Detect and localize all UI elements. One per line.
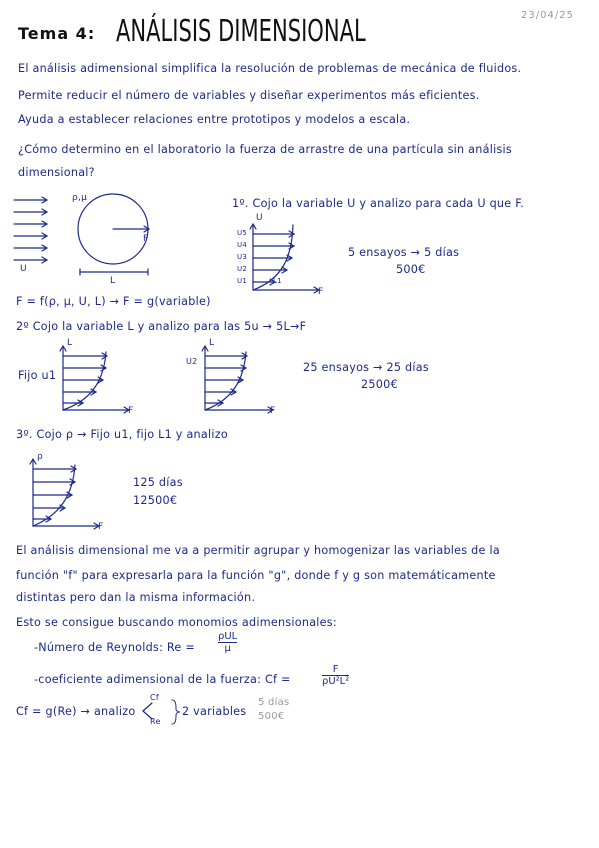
- final-days: 5 días: [258, 697, 290, 708]
- graph1-axis-x: F: [318, 287, 324, 297]
- u3-label: U3: [237, 253, 248, 261]
- trials-2: 25 ensayos → 25 días: [303, 361, 429, 374]
- reynolds-denominator: μ: [218, 642, 237, 654]
- graph3-axis-x: F: [98, 522, 104, 532]
- fix-u1-label: Fijo u1: [18, 369, 57, 382]
- days-3: 125 días: [133, 476, 183, 489]
- final-equation: Cf = g(Re) → analizo: [16, 705, 136, 718]
- branch-top-label: Cf: [150, 693, 159, 702]
- u1-label: U1: [237, 277, 248, 285]
- step1-text: 1º. Cojo la variable U y analizo para cada U que F.: [232, 197, 524, 210]
- sphere-force-label: F: [143, 234, 149, 244]
- drag-denominator: ρU²L²: [322, 676, 350, 687]
- branch-bottom-label: Re: [150, 717, 161, 726]
- reynolds-numerator: ρUL: [218, 631, 238, 642]
- cost-1: 500€: [396, 263, 426, 276]
- monomios-intro: Esto se consigue buscando monomios adimensionales:: [16, 616, 337, 629]
- drag-fraction: [322, 664, 349, 687]
- graph1-axis-y: U: [256, 213, 263, 223]
- curve-label-l1: L1: [273, 277, 282, 285]
- flow-velocity-label: U: [20, 264, 27, 274]
- sphere-props-label: ρ,μ: [72, 193, 88, 203]
- graph2a-axis-y: L: [67, 338, 73, 348]
- title-prefix: Tema 4:: [18, 24, 96, 43]
- final-cost: 500€: [258, 711, 285, 722]
- u5-label: U5: [237, 229, 248, 237]
- u2-fixed-label: U2: [186, 357, 198, 366]
- intro-line-1: El análisis adimensional simplifica la resolución de problemas de mecánica de fluidos.: [18, 62, 522, 75]
- step3-text: 3º. Cojo ρ → Fijo u1, fijo L1 y analizo: [16, 428, 228, 441]
- cost-2: 2500€: [361, 378, 398, 391]
- question-line-1: ¿Cómo determino en el laboratorio la fuerza de arrastre de una partícula sin análisis: [18, 143, 512, 156]
- graph2a-axis-x: F: [128, 406, 134, 416]
- u2-label: U2: [237, 265, 248, 273]
- drag-coefficient-label: -coeficiente adimensional de la fuerza: Cf =: [34, 673, 291, 686]
- question-line-2: dimensional?: [18, 166, 95, 179]
- date: 23/04/25: [521, 10, 574, 21]
- graph2b-axis-x: F: [270, 406, 276, 416]
- length-label: L: [110, 276, 116, 286]
- cost-3: 12500€: [133, 494, 178, 507]
- function-line: F = f(ρ, μ, U, L) → F = g(variable): [16, 295, 211, 308]
- conclusion-line-2: función "f" para expresarla para la función "g", donde f y g son matemáticamente: [16, 569, 496, 582]
- graph3-axis-y: ρ: [37, 452, 43, 462]
- u4-label: U4: [237, 241, 248, 249]
- graph2b-axis-y: L: [209, 338, 215, 348]
- step2-text: 2º Cojo la variable L y analizo para las 5u → 5L→F: [16, 320, 307, 333]
- page-title: ANÁLISIS DIMENSIONAL: [116, 14, 366, 49]
- two-variables-label: 2 variables: [182, 705, 247, 718]
- conclusion-line-3: distintas pero dan la misma información.: [16, 591, 256, 604]
- reynolds-label: -Número de Reynolds: Re =: [34, 641, 195, 654]
- drag-numerator: F: [332, 664, 339, 675]
- flow-arrows: [14, 197, 47, 263]
- intro-line-2: Permite reducir el número de variables y diseñar experimentos más eficientes.: [18, 89, 480, 102]
- trials-1: 5 ensayos → 5 días: [348, 246, 460, 259]
- reynolds-fraction: [218, 631, 237, 654]
- intro-line-3: Ayuda a establecer relaciones entre prototipos y modelos a escala.: [18, 113, 411, 126]
- conclusion-line-1: El análisis dimensional me va a permitir agrupar y homogenizar las variables de la: [16, 544, 500, 557]
